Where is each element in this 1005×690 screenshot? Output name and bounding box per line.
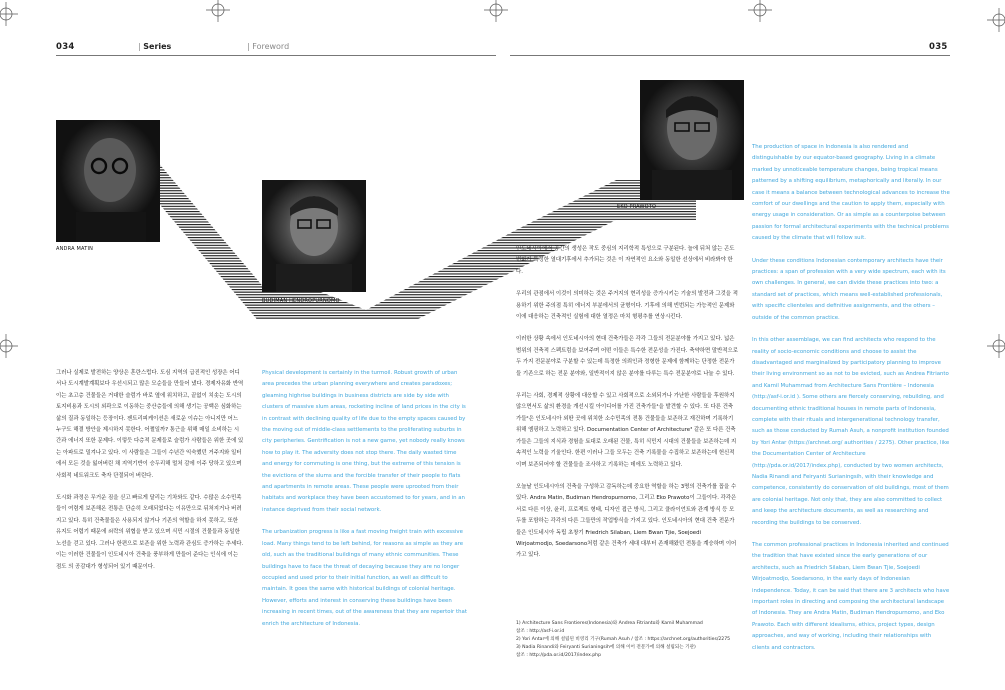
left-page-number: 034 — [56, 42, 75, 52]
footnotes — [516, 620, 738, 660]
english-paragraph: Physical development is certainly in the turmoil. Robust growth of urban area precedes the urban planning everywhere and creates paradoxes; gleaming highrise buildings in business districts are side by side with clusters of massive slum areas, rocketing incline of land prices in the city is in contrast with declining quality of life due to the empty spaces caused by the moving out of middle-class settlements to the proliferating suburbs in city peripheries. Gentrification is not a new game, yet nobody really knows how to play it. The adversity does not stop there. The daily wasted time and energy for commuting is one thing, but the extreme of this tension is the evictions of the slums and the forcible transfer of their people to flats and apartments in remote areas. These people were uprooted from their habitats and workplace they have been accustomed to for years, and in an instance deprived from their social network. — [262, 370, 466, 513]
registration-mark-icon — [987, 8, 1005, 32]
footnote: 1) Architecture Sans Frontieres(Indonesia)와 Andrea Fitrianto와 Kamil Muhammad — [516, 621, 703, 626]
english-paragraph: The urbanization progress is like a fast moving freight train with excessive load. Many things tend to be left behind, for reasons as simple as they are old, such as the traditional buildings of many ethnic communities. These buildings have to face the threat of decaying because they are no longer occupied and used prior to their initial function, as well as difficult to maintain. It goes the same with historical buildings of colonial heritage. However, efforts and interest in conserving these buildings have been increasing in recent times, out of the awareness that they are repertoir that enrich the architecture of Indonesia. — [262, 529, 467, 627]
footnote: 참조 : http://pda.or.id/2017/index.php — [516, 653, 602, 658]
section-label — [138, 42, 171, 51]
korean-paragraph: 도시화 과정은 무거운 짐을 싣고 빠르게 달리는 기차와도 같다. 수많은 소수민족들이 여렴게 보존해온 전통은 단순히 오래되었다는 이유만으로 뒤처지거나 버려지고 있다. 특히 건축물들은 사용되지 않거나 기존의 역할을 하지 못하고, 또한 유지도 어렵기 때문에 쇠락의 위협을 받고 있으며 식민 시절의 건물들과 동일한 노선을 걷고 있다. 그러나 한편으로 보존을 위한 노력과 관심도 증가하는 추세다. 이는 이러한 건물들이 인도네시아 건축을 풍부하게 만들어 준다는 인식에 이는 점도 의 공감대가 형성되어 있기 때문이다. — [56, 495, 244, 570]
chapter-marker: | — [247, 42, 250, 51]
english-column-4 — [752, 142, 950, 665]
section-marker: | — [138, 42, 141, 51]
registration-mark-icon — [0, 2, 18, 26]
korean-paragraph: 인도네시아에서 공간의 생성은 작도 중심의 지리학적 특성으로 구분된다. 늘에 뒤쳐 않는 곤도 변화가 특정한 열대기후에서 추가되는 것은 이 자연적인 요소와 동일한 선상에서 비라봐야 한다. — [516, 246, 735, 275]
english-column-2 — [262, 368, 468, 641]
portrait-andra-matin — [56, 120, 160, 242]
korean-paragraph: 오늘날 인도네시아의 건축을 구성하고 감독하는데 중요한 역할을 하는 3명의 건축가를 꼽을 수 있다. Andra Matin, Budiman Hendropurnomo, 그리고 Eko Prawoto이 그들이다. 각각은 서로 다른 이상, 윤리, 프로젝트 형태, 디자인 접근 방식, 그리고 클라이언트와 관계 방식 등 모두를 포함하는 각각의 다른 그들만의 작업방식을 가지고 있다. 인도네시아의 현대 건축 전문가들은 인도네시아 독립 초창기 Friedrich Silaban, Liem Bwan Tjie, Soejoedi Wirjoatmodjo, Soedarsono처럼 같은 건축가 세대 대부터 존재해왔던 전통을 계승하며 이어가고 있다. — [516, 483, 737, 559]
registration-mark-icon — [484, 0, 508, 22]
korean-paragraph: 이러한 상황 속에서 인도네시아의 현대 건축가들은 각각 그들의 전문분야를 가지고 있다. 넓은 범위의 건축적 스펙트럼을 보여주며 어떤 이들은 특수한 전문성을 가진다. 축약하면 말반적으로 두 가지 전문분야로 구분할 수 있는데 특정한 의뢰인과 정형한 문제에 함께하는 단정한 전문가들 기존으로 하는 전문 분야와, 일반적이지 않은 분야를 다루는 특수 전문분야로 나눌 수 있다. — [516, 336, 738, 377]
korean-paragraph: 그러나 실제로 발전하는 양상은 혼란스럽다. 도심 지역의 급진적인 성장은 어디서나 도시계발계획보다 우선시되고 많은 모순들을 만들어 냈다. 경제자유화 반역이는 초고층 건물들은 거대한 슬럼가 바로 옆에 위치하고, 끝없이 치솟는 도시의 토지비용과 도시의 외곽으로 이동하는 중산층들에 의해 생기는 공백은 심화하는 삶의 질과 동일하는 등장이다. 젠트리피케이션은 새로운 이슈는 아니지만 어느 누구도 해결 방안을 제시하지 못한다. 어쩔일까? 통근을 위해 매일 소비하는 시간과 에너지 또한 문제다. 이렇듯 다층적 문제들로 슬럼가 사람들은 위한 곳에 있는 아파트로 밀겨나고 있다. 이 사람들은 그들이 수년간 익숙했던 거주지와 일터에서 모든 것을 잃어버린 채 지역기반이 승두리해 멀처 감에 이주 당하고 있으며 사회적 네트워크도 축자 단절되어 버린다. — [56, 370, 244, 479]
registration-mark-icon — [748, 0, 772, 22]
footnote: 3) Nadia Rinandi와 Feiryanti Surianingsih에 의해 이어 전문가에 의해 설립되는 기관) — [516, 645, 696, 650]
korean-column-3 — [516, 244, 738, 573]
section-title: Series — [143, 42, 172, 51]
english-paragraph: In this other assemblage, we can find architects who respond to the reality of socio-economic conditions and choose to assist the disadvantaged and marginalized by participatory planning to improve their living environment so as not to be evicted, such as Andrea Fitrianto and Kamil Muhammad from Architecture Sans Frontière – Indonesia (http://asf-i.or.id ). Some others are fiercely conserving, rebuilding, and documenting ethnic traditional houses in remote parts of Indonesia, complete with their rituals and intergenerational technology transfer, such as those conducted by Rumah Asuh, a nonprofit institution founded by Yori Antar (https://archnet.org/ authorities / 2275). Other practice, like the Documentation Center of Architecture (http://pda.or.id/2017/index.php), conducted by two women architects, Nadia Rinandi and Feiryanti Surianingsih, with their knowledge and competence, consistently do conservation of old buildings, most of them are colonial heritage. Not only that, they are also committed to collect and keep the architecture documents, as well as researching and recording the buildings to be conserved. — [752, 337, 950, 526]
korean-column-1 — [56, 368, 244, 584]
english-paragraph: The common professional practices in Indonesia inherited and continued the tradition that have existed since the early generations of our architects, such as Friedrich Silaban, Liem Bwan Tjie, Soejoedi Wirjoatmodjo, Soedarsono, in the early days of Indonesian independence. Today, it can be said that there are 3 architects who have important roles in directing and composing the architectural landscape of Indonesia. They are Andra Matin, Budiman Hendropurnomo, and Eko Prawoto. Each with different idealisms, ethics, project types, design approaches, and way of working, including their relationships with clients and contractors. — [752, 542, 950, 651]
registration-mark-icon — [0, 334, 18, 358]
header-rule-right — [510, 55, 950, 56]
english-paragraph: Under these conditions Indonesian contemporary architects have their practices: a span of profession with a very wide spectrum, each with its own challenges. In general, we can divide these practices into two: a standard set of practices, which means well-established professionals, with specific clienteles and definitive assignments, and the others – outside of the common practice. — [752, 257, 946, 321]
caption-andra-matin: ANDRA MATIN — [56, 246, 94, 252]
korean-paragraph: 우리의 관점에서 이것이 의미하는 것은 주거지의 현리성을 증가시키는 기술의 발전과 그것을 적용하기 위한 주의점 특히 에너지 부분에서의 균형이다. 기후에 의해 빈번되는 가능적인 문제와 이에 대응하는 건축적인 실험에 대한 열정은 마치 형평추를 연상시킨다. — [516, 291, 738, 321]
header-rule-left — [56, 55, 496, 56]
footnote: 참조 : http://asf-i.or.id — [516, 629, 565, 634]
registration-mark-icon — [987, 334, 1005, 358]
caption-eko-prawoto: EKO PRAWOTO — [617, 204, 657, 210]
registration-mark-icon — [206, 0, 230, 22]
portrait-eko-prawoto — [640, 80, 744, 200]
chapter-title: Foreword — [252, 42, 290, 51]
portrait-budiman-hendropurnomo — [262, 180, 366, 292]
footnote: 2) Yori Antar에 의해 설립된 비영리 기구(Rumah Asuh / 참조 : https://archnet.org/authorities/2275 — [516, 637, 731, 642]
english-paragraph: The production of space in Indonesia is also rendered and distinguishable by our equator-based geography. Living in a climate marked by unnoticeable temperature changes, being tropical means patterned by a shifting equilibrium, metaphorically and literally. In our case it means a balance between technological advances to increase the comfort of our dwellings and the caution to apply them, especially with energy usage in consideration. Or as simple as a counterpoise between passion for formal architectural experiments with the technical problems caused by the climate that will follow suit. — [752, 144, 950, 242]
chapter-label — [247, 42, 289, 51]
caption-budiman-hendropurnomo: BUDIMAN HENDROPURNOMO — [262, 298, 340, 304]
korean-paragraph: 우리는 사회, 경제적 상황에 대응할 수 있고 사회적으로 소외되거나 가난한 사람들을 후원하지 않으면서도 삶의 환경을 개선시킬 아이디어를 가진 건축가들¹을 발견할 수 있다. 또 다른 건축가들²은 인도네시아 외딴 곳에 위치한 소수민족의 전통 건물들을 보존하고 재건하며 기록하기 위해 엠핑하고 노력하고 있다. Documentation Center of Architecture³ 같은 또 다른 건축가들은 그들의 지식과 경험을 토대로 오래된 건물, 특히 식민지 시대의 건물들을 보존하는데 지속적인 노력을 기울인다. 한편 이러나 그들 모두는 건축 기록물을 수집하고 보존하는데 헌신적이며 보존되어야 할 건물들을 조사하고 기록하는 데에도 노력하고 있다. — [516, 393, 737, 468]
right-page-number: 035 — [929, 42, 948, 52]
